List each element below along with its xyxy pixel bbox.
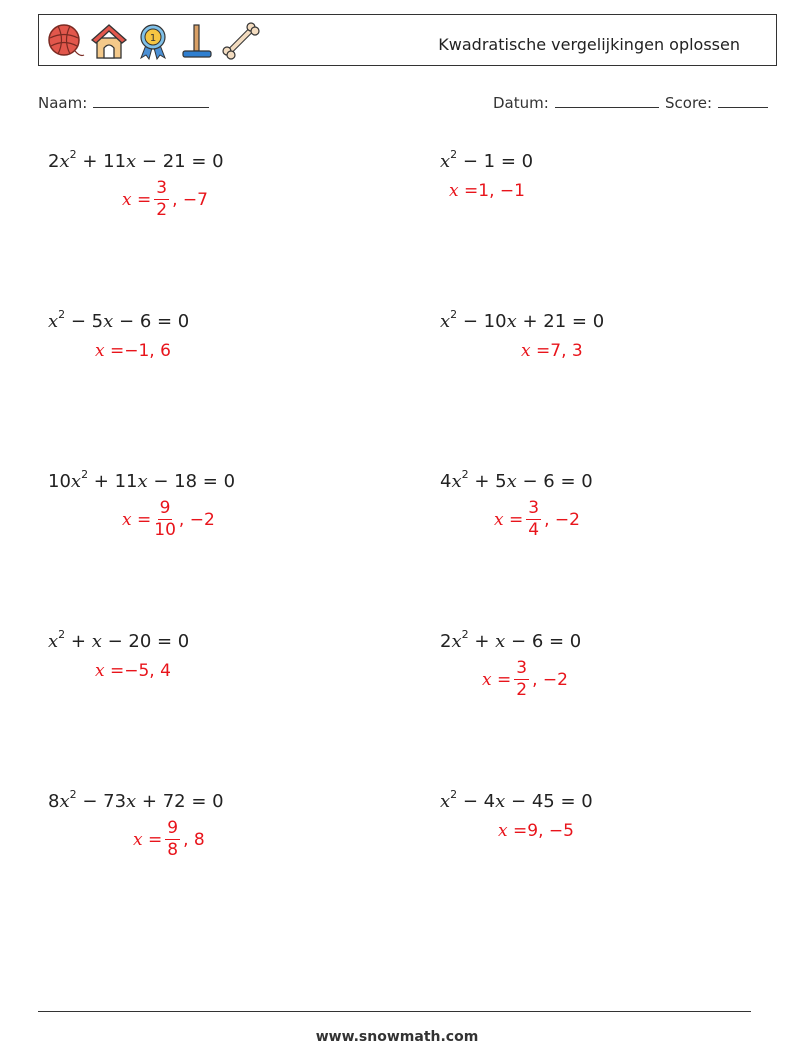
footer-divider <box>38 1011 751 1012</box>
answer-10: x = 9, −5 <box>498 821 574 841</box>
footer-url[interactable]: www.snowmath.com <box>315 1029 479 1045</box>
header-icons <box>45 19 261 63</box>
answer-fraction: $\frac{9}{8}$ <box>167 818 179 860</box>
answer-8: x = $\frac{3}{2}$ , −2 <box>482 658 568 700</box>
ring-toss-icon <box>177 21 217 61</box>
date-label: Datum: <box>493 94 549 112</box>
problem-2: $x^2 - 1 = 0$ <box>440 148 534 172</box>
score-blank[interactable] <box>718 93 768 108</box>
problem-7: $x^2 + x - 20 = 0$ <box>48 628 190 652</box>
dog-house-icon <box>89 21 129 61</box>
problem-5: $10x^2 + 11x - 18 = 0$ <box>48 468 236 492</box>
answer-7: x = −5, 4 <box>95 661 171 681</box>
worksheet-header <box>38 14 777 66</box>
date-field[interactable] <box>493 93 659 112</box>
answer-fraction: $\frac{3}{2}$ <box>516 658 528 700</box>
basketball-icon <box>45 21 85 61</box>
problem-3: $x^2 - 5x - 6 = 0$ <box>48 308 190 332</box>
answer-fraction: $\frac{3}{2}$ <box>156 178 168 220</box>
answer-9: x = $\frac{9}{8}$ , 8 <box>133 818 205 860</box>
problem-1: $2x^2 + 11x - 21 = 0$ <box>48 148 224 172</box>
name-field[interactable] <box>38 93 209 112</box>
answer-3: x = −1, 6 <box>95 341 171 361</box>
answer-fraction: $\frac{9}{10}$ <box>154 498 176 540</box>
score-field[interactable] <box>665 93 768 112</box>
answer-4: x = 7, 3 <box>521 341 583 361</box>
problem-8: $2x^2 + x - 6 = 0$ <box>440 628 582 652</box>
problem-10: $x^2 - 4x - 45 = 0$ <box>440 788 593 812</box>
answer-2: x = 1, −1 <box>449 181 525 201</box>
name-label: Naam: <box>38 94 88 112</box>
answer-6: x = $\frac{3}{4}$ , −2 <box>494 498 580 540</box>
score-label: Score: <box>665 94 713 112</box>
answer-1: x = $\frac{3}{2}$ , −7 <box>122 178 208 220</box>
award-ribbon-icon <box>133 21 173 61</box>
dog-bone-icon <box>221 21 261 61</box>
answer-5: x = $\frac{9}{10}$ , −2 <box>122 498 215 540</box>
name-blank[interactable] <box>93 93 209 108</box>
worksheet-title: Kwadratische vergelijkingen oplossen <box>438 35 740 54</box>
problem-9: $8x^2 - 73x + 72 = 0$ <box>48 788 224 812</box>
problem-4: $x^2 - 10x + 21 = 0$ <box>440 308 605 332</box>
date-blank[interactable] <box>555 93 659 108</box>
svg-text:1: 1 <box>149 33 157 44</box>
answer-fraction: $\frac{3}{4}$ <box>528 498 540 540</box>
problem-6: $4x^2 + 5x - 6 = 0$ <box>440 468 593 492</box>
